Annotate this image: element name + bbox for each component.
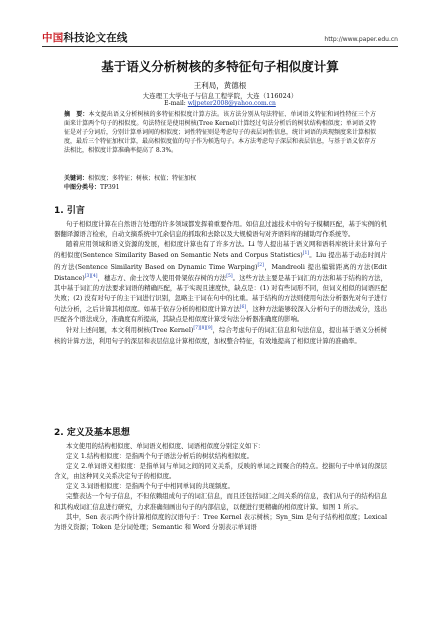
citation-link[interactable]: [5] — [226, 273, 233, 279]
paragraph-text: 。Liu 提出基于动态时间片的方法(Sentence Similarity Based on Dynamic Time Warping) — [54, 251, 388, 271]
classification-number — [64, 182, 376, 191]
section-2-paragraph-1: 本文使用的结构相似度、单词语义相似度、词语相似度分别定义如下： — [66, 442, 265, 450]
section-1-paragraph-1: 句子相似度计算在自然语言处理的许多领域都发挥着重要作用。如信息过滤技术中的句子模糊匹配，基于实例的机器翻译源语言检索，自动文摘系统中冗余信息的抓取和去除以及大规模语句对齐语料库的辅助写作系统等。 — [54, 220, 387, 239]
section-1-number: 1. — [54, 206, 64, 216]
section-2-body — [54, 441, 387, 532]
paragraph-text: 。这些方法主要是基于词汇的方法和基于结构的方法，其中基于词汇的方法要求词语的精确匹配，基于实现且速度快，缺点是：(1) 对有些词形不同，但词义相似的词语匹配失败；(2) 没有对句子的主干词进行识别，忽略主干词在句中的比重。基于结构的方法则使用句法分析器先对句子进行句法分析，之后计算其相似度。如基于依存分析的相似度计算方法 — [54, 273, 388, 314]
section-1-paragraph-2 — [54, 239, 387, 324]
journal-header — [0, 0, 440, 44]
clc-value: TP391 — [100, 184, 120, 191]
paper-title: 基于语义分析树核的多特征句子相似度计算 — [101, 59, 339, 74]
paragraph-text: ，Mandreoli 提出编辑距离的方法(Edit Distance) — [54, 262, 387, 282]
keywords-text: 相似度；多特征；树核；权值；特征加权 — [88, 175, 197, 182]
author-email — [0, 100, 440, 107]
section-2-paragraph-3: 其中，Sen 表示两个待计算相似度的汉语句子：Tree Kernel 表示树核；Syn_Sim 是句子结构相似度；Lexical 为语义资源；Token 是分词处理；Semantic 和 Word 分别表示单词语 — [54, 512, 387, 531]
abstract-label: 摘 要： — [64, 111, 89, 118]
definition-1: 定义 1.结构相似度：是指两个句子语法分析后的树状结构相似度。 — [66, 452, 254, 461]
section-2-title: 定义及基本思想 — [66, 428, 130, 438]
section-1-paragraph-3 — [54, 324, 387, 345]
paragraph-text: 随着应用领域和语义资源的发展，相似度计算也有了许多方法。Li 等人提出基于语义网和语料库统计来计算句子的相似度(Sentence Similarity Based on Semantic Nets and Corpus Statistics) — [54, 240, 387, 260]
clc-label: 中图分类号： — [64, 184, 101, 191]
keywords — [64, 173, 376, 182]
abstract — [64, 110, 376, 155]
citation-link[interactable]: [2] — [257, 262, 264, 268]
definition-2: 定义 2.单词语义相似度：是指单词与单词之间的同义关系，反映的单词之间聚合的特点。挖掘句子中单词的深层含义，由这种同义关系决定句子的相似度。 — [54, 462, 387, 481]
header-divider — [42, 46, 398, 47]
email-label: E-mail: — [164, 100, 186, 107]
site-url-link[interactable]: http://www.paper.edu.cn — [324, 36, 398, 43]
citation-link[interactable]: [7][8][9] — [193, 326, 213, 332]
paragraph-text: ，综合考虑句子的词汇信息和句法信息，提出基于语义分析树核的计算方法，利用句子的深层和表层信息计算相似度，加权整合特征，有效地提高了相似度计算的准确率。 — [54, 326, 388, 345]
section-1-heading — [54, 203, 85, 216]
paragraph-text: ，这种方法能够较深入分析句子的语法成分，选出匹配各个语法成分，准确度有所提高，其缺点是相似度计算受句法分析器准确度的影响。 — [54, 305, 388, 324]
section-1-title: 引言 — [66, 206, 85, 216]
citation-link[interactable]: [1] — [302, 251, 310, 257]
paragraph-text: 针对上述问题，本文利用树核(Tree Kernel) — [66, 326, 194, 335]
citation-link[interactable]: [6] — [239, 305, 247, 311]
keywords-label: 关键词： — [64, 175, 89, 182]
definition-3: 定义 3.词语相似度：是指两个句子中相同单词的共现频度。 — [66, 482, 234, 491]
citation-link[interactable]: [3][4] — [84, 273, 98, 279]
paper-authors: 王利局，黄德根 — [193, 81, 247, 90]
paragraph-text: ，穗志方、俞士汶等人使用骨架依存树的方法 — [97, 273, 227, 282]
site-logo[interactable] — [42, 30, 128, 45]
section-2-number: 2. — [54, 428, 64, 438]
email-link[interactable]: wljpeter2008@yahoo.com.cn — [187, 100, 276, 107]
abstract-text: 本文提出语义分析树核的多特征相似度计算方法。该方法分别从句法特征、单词语义特征和词性特征三个方面来计算两个句子的相似度。句法特征是使用树核(Tree Kernel)计算经过句法分析后的树状结构相似度；单词语义特征是对子分词后，分别计算单词间的相似度；词性特征则是考虑句子的表层词性信息，统计词语的共现频度来计算相似度，最后三个特征加权计算，最高相似度值的句子作为候选句子。本方法考虑句子深层和表层信息，与基于语义依存方法相比，相似度计算准确率提高了 8.3%。 — [64, 111, 377, 155]
section-2-paragraph-2: 完整表达一个句子信息，不但依赖组成句子的词汇信息，而且还包括词汇之间关系的信息，我们从句子的结构信息和其构成词汇信息进行研究，力求准确刻画出句子的内部信息，以便进行更精确的相似度计算。如图 1 所示。 — [54, 492, 387, 511]
author-affiliation: 大连理工大学电子与信息工程学院，大连（116024） — [142, 92, 298, 100]
section-2-heading — [54, 425, 130, 438]
logo-part-1: 中国 — [42, 32, 64, 44]
logo-part-2: 科技论文在线 — [63, 32, 128, 44]
section-1-body — [54, 219, 387, 346]
